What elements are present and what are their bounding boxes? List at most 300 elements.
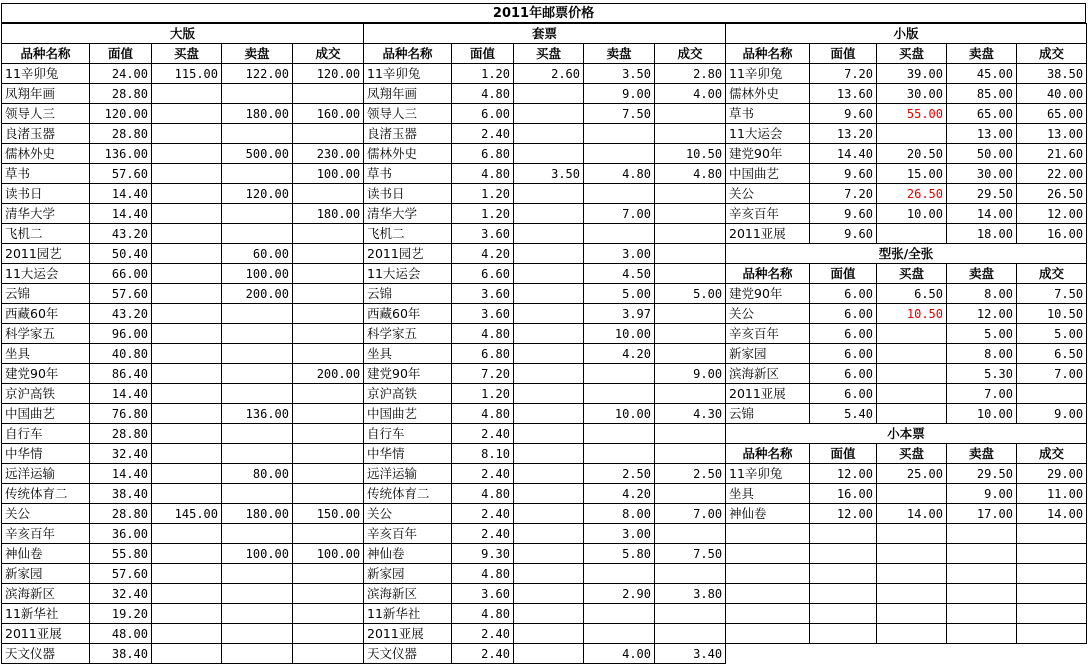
table-row xyxy=(726,384,1087,404)
price-cell: 60.00 xyxy=(222,244,293,264)
table-row xyxy=(364,484,726,504)
table-row xyxy=(726,304,1087,324)
price-cell xyxy=(152,404,222,424)
price-cell xyxy=(152,444,222,464)
variety-name-cell: 良渚玉器 xyxy=(364,124,452,144)
price-cell xyxy=(655,484,726,504)
price-cell xyxy=(222,444,293,464)
table-row xyxy=(364,464,726,484)
price-cell: 500.00 xyxy=(222,144,293,164)
price-cell xyxy=(222,624,293,644)
price-cell: 14.00 xyxy=(877,504,947,524)
price-cell xyxy=(222,164,293,184)
table-row xyxy=(364,524,726,544)
variety-name-cell: 西藏60年 xyxy=(2,304,90,324)
price-cell: 13.00 xyxy=(1017,124,1087,144)
price-cell xyxy=(514,544,584,564)
price-cell xyxy=(514,224,584,244)
column-header: 品种名称 xyxy=(726,444,810,464)
empty-cell xyxy=(726,624,810,644)
price-cell xyxy=(655,424,726,444)
column-header: 面值 xyxy=(452,44,514,64)
table-row xyxy=(2,564,364,584)
table-row xyxy=(364,404,726,424)
column-header: 品种名称 xyxy=(726,44,810,64)
price-cell: 12.00 xyxy=(1017,204,1087,224)
price-cell: 10.50 xyxy=(1017,304,1087,324)
price-cell: 80.00 xyxy=(222,464,293,484)
variety-name-cell: 11大运会 xyxy=(726,124,810,144)
price-cell xyxy=(152,484,222,504)
price-cell: 3.60 xyxy=(452,224,514,244)
price-cell xyxy=(293,324,364,344)
table-row xyxy=(364,544,726,564)
right-tables xyxy=(725,23,1087,644)
price-cell xyxy=(152,304,222,324)
section-title: 小版 xyxy=(726,24,1087,44)
variety-name-cell: 11新华社 xyxy=(2,604,90,624)
empty-row xyxy=(726,544,1087,564)
price-cell xyxy=(584,144,655,164)
price-cell: 2.40 xyxy=(452,504,514,524)
empty-cell xyxy=(810,564,877,584)
empty-cell xyxy=(947,544,1017,564)
table-row xyxy=(2,164,364,184)
price-cell: 45.00 xyxy=(947,64,1017,84)
table-row xyxy=(364,304,726,324)
price-cell xyxy=(514,504,584,524)
price-cell: 40.80 xyxy=(90,344,152,364)
price-cell: 29.00 xyxy=(1017,464,1087,484)
variety-name-cell: 中国曲艺 xyxy=(364,404,452,424)
variety-name-cell: 草书 xyxy=(364,164,452,184)
price-cell xyxy=(514,384,584,404)
price-cell: 122.00 xyxy=(222,64,293,84)
price-cell xyxy=(293,424,364,444)
table-row xyxy=(2,364,364,384)
table-row xyxy=(2,244,364,264)
price-cell: 6.00 xyxy=(810,304,877,324)
price-cell xyxy=(1017,384,1087,404)
column-header: 成交 xyxy=(1017,264,1087,284)
price-cell: 9.60 xyxy=(810,224,877,244)
price-cell: 20.50 xyxy=(877,144,947,164)
price-cell xyxy=(514,424,584,444)
price-cell: 50.40 xyxy=(90,244,152,264)
price-cell xyxy=(293,344,364,364)
column-header: 品种名称 xyxy=(2,44,90,64)
section-header-row xyxy=(726,424,1087,444)
price-cell xyxy=(293,244,364,264)
section-header-row xyxy=(364,24,726,44)
empty-cell xyxy=(810,604,877,624)
table-row xyxy=(726,484,1087,504)
price-cell: 40.00 xyxy=(1017,84,1087,104)
variety-name-cell: 传统体育二 xyxy=(364,484,452,504)
variety-name-cell: 坐具 xyxy=(2,344,90,364)
price-cell: 3.00 xyxy=(584,524,655,544)
price-cell: 5.30 xyxy=(947,364,1017,384)
variety-name-cell: 飞机二 xyxy=(2,224,90,244)
column-header: 成交 xyxy=(655,44,726,64)
price-cell: 100.00 xyxy=(293,164,364,184)
table-row xyxy=(2,524,364,544)
price-cell xyxy=(222,364,293,384)
price-cell: 6.00 xyxy=(810,284,877,304)
variety-name-cell: 凤翔年画 xyxy=(2,84,90,104)
table-row xyxy=(364,184,726,204)
price-cell xyxy=(152,544,222,564)
variety-name-cell: 西藏60年 xyxy=(364,304,452,324)
table-row xyxy=(364,424,726,444)
variety-name-cell: 2011亚展 xyxy=(726,224,810,244)
price-cell: 5.00 xyxy=(947,324,1017,344)
variety-name-cell: 关公 xyxy=(2,504,90,524)
table-row xyxy=(364,384,726,404)
variety-name-cell: 中国曲艺 xyxy=(726,164,810,184)
price-cell xyxy=(514,204,584,224)
column-header: 买盘 xyxy=(877,264,947,284)
empty-cell xyxy=(877,564,947,584)
price-cell: 65.00 xyxy=(947,104,1017,124)
price-cell xyxy=(877,344,947,364)
table-row xyxy=(2,304,364,324)
variety-name-cell: 飞机二 xyxy=(364,224,452,244)
price-cell xyxy=(514,124,584,144)
price-cell xyxy=(514,264,584,284)
empty-cell xyxy=(1017,524,1087,544)
price-cell xyxy=(293,464,364,484)
table-row xyxy=(2,544,364,564)
price-cell xyxy=(514,244,584,264)
price-cell: 30.00 xyxy=(877,84,947,104)
table-row xyxy=(726,364,1087,384)
table-row xyxy=(364,624,726,644)
variety-name-cell: 11辛卯兔 xyxy=(364,64,452,84)
price-cell: 6.80 xyxy=(452,344,514,364)
table-row xyxy=(364,444,726,464)
price-cell: 57.60 xyxy=(90,164,152,184)
empty-cell xyxy=(947,564,1017,584)
price-cell: 7.00 xyxy=(947,384,1017,404)
price-cell xyxy=(293,304,364,324)
table-row xyxy=(364,284,726,304)
table-row xyxy=(2,204,364,224)
column-header-row xyxy=(726,444,1087,464)
price-cell xyxy=(222,524,293,544)
price-cell: 9.60 xyxy=(810,104,877,124)
price-cell: 180.00 xyxy=(222,104,293,124)
price-cell: 6.50 xyxy=(877,284,947,304)
price-cell xyxy=(152,344,222,364)
price-cell: 13.20 xyxy=(810,124,877,144)
price-cell: 7.20 xyxy=(810,184,877,204)
price-cell: 28.80 xyxy=(90,84,152,104)
section-header-row xyxy=(726,244,1087,264)
price-cell: 12.00 xyxy=(810,464,877,484)
price-cell: 9.00 xyxy=(655,364,726,384)
column-header-row xyxy=(726,264,1087,284)
price-cell xyxy=(514,184,584,204)
price-cell: 25.00 xyxy=(877,464,947,484)
price-cell xyxy=(655,564,726,584)
price-cell: 120.00 xyxy=(90,104,152,124)
variety-name-cell: 领导人三 xyxy=(2,104,90,124)
price-cell: 10.50 xyxy=(877,304,947,324)
price-cell: 14.00 xyxy=(947,204,1017,224)
price-cell: 1.20 xyxy=(452,384,514,404)
variety-name-cell: 辛亥百年 xyxy=(2,524,90,544)
price-cell xyxy=(152,604,222,624)
price-cell: 4.80 xyxy=(452,84,514,104)
price-cell xyxy=(655,384,726,404)
variety-name-cell: 儒林外史 xyxy=(364,144,452,164)
variety-name-cell: 建党90年 xyxy=(364,364,452,384)
price-cell: 3.50 xyxy=(514,164,584,184)
price-cell xyxy=(293,444,364,464)
price-cell: 160.00 xyxy=(293,104,364,124)
price-cell xyxy=(655,104,726,124)
price-cell xyxy=(222,564,293,584)
empty-cell xyxy=(726,524,810,544)
price-cell: 3.60 xyxy=(452,284,514,304)
big-sheet-table xyxy=(1,23,364,664)
price-cell: 2.40 xyxy=(452,524,514,544)
empty-cell xyxy=(810,624,877,644)
price-cell: 14.00 xyxy=(1017,504,1087,524)
variety-name-cell: 云锦 xyxy=(726,404,810,424)
price-cell: 7.20 xyxy=(452,364,514,384)
price-cell xyxy=(293,624,364,644)
price-cell: 14.40 xyxy=(810,144,877,164)
table-row xyxy=(364,504,726,524)
price-cell: 200.00 xyxy=(293,364,364,384)
price-cell: 21.60 xyxy=(1017,144,1087,164)
price-cell xyxy=(584,564,655,584)
price-cell xyxy=(152,584,222,604)
price-cell xyxy=(514,524,584,544)
price-cell: 7.50 xyxy=(1017,284,1087,304)
variety-name-cell: 建党90年 xyxy=(726,284,810,304)
price-cell: 230.00 xyxy=(293,144,364,164)
price-cell: 76.80 xyxy=(90,404,152,424)
empty-cell xyxy=(726,584,810,604)
price-cell: 10.50 xyxy=(655,144,726,164)
price-cell: 2.40 xyxy=(452,424,514,444)
variety-name-cell: 滨海新区 xyxy=(364,584,452,604)
column-header: 卖盘 xyxy=(584,44,655,64)
table-row xyxy=(364,244,726,264)
price-cell xyxy=(655,344,726,364)
price-cell xyxy=(584,424,655,444)
price-cell: 3.60 xyxy=(452,304,514,324)
price-cell: 11.00 xyxy=(1017,484,1087,504)
table-row xyxy=(726,164,1087,184)
table-row xyxy=(364,584,726,604)
price-cell xyxy=(293,644,364,664)
empty-cell xyxy=(810,544,877,564)
table-row xyxy=(2,184,364,204)
price-cell: 12.00 xyxy=(810,504,877,524)
column-header: 品种名称 xyxy=(364,44,452,64)
table-row xyxy=(364,344,726,364)
price-cell: 5.00 xyxy=(655,284,726,304)
price-cell: 9.30 xyxy=(452,544,514,564)
price-cell xyxy=(877,384,947,404)
price-cell xyxy=(514,484,584,504)
empty-cell xyxy=(947,624,1017,644)
table-row xyxy=(2,384,364,404)
price-cell xyxy=(152,464,222,484)
price-cell: 120.00 xyxy=(293,64,364,84)
empty-cell xyxy=(877,524,947,544)
variety-name-cell: 坐具 xyxy=(364,344,452,364)
price-cell: 2.50 xyxy=(655,464,726,484)
price-cell xyxy=(514,584,584,604)
table-row xyxy=(364,264,726,284)
price-cell: 4.20 xyxy=(584,484,655,504)
price-cell xyxy=(293,404,364,424)
table-row xyxy=(726,404,1087,424)
price-cell: 3.60 xyxy=(452,584,514,604)
price-cell xyxy=(222,344,293,364)
variety-name-cell: 远洋运输 xyxy=(2,464,90,484)
price-cell xyxy=(514,444,584,464)
column-header: 面值 xyxy=(810,264,877,284)
variety-name-cell: 清华大学 xyxy=(2,204,90,224)
price-cell: 16.00 xyxy=(1017,224,1087,244)
section-title: 套票 xyxy=(364,24,726,44)
price-cell: 32.40 xyxy=(90,444,152,464)
price-cell xyxy=(655,604,726,624)
price-cell: 1.20 xyxy=(452,64,514,84)
price-cell: 18.00 xyxy=(947,224,1017,244)
table-row xyxy=(2,84,364,104)
price-cell: 4.80 xyxy=(655,164,726,184)
empty-cell xyxy=(877,544,947,564)
empty-row xyxy=(726,624,1087,644)
column-header: 卖盘 xyxy=(947,44,1017,64)
empty-cell xyxy=(1017,564,1087,584)
price-cell xyxy=(514,304,584,324)
variety-name-cell: 凤翔年画 xyxy=(364,84,452,104)
variety-name-cell: 科学家五 xyxy=(2,324,90,344)
price-cell: 7.50 xyxy=(655,544,726,564)
price-cell xyxy=(222,584,293,604)
price-cell xyxy=(514,464,584,484)
empty-cell xyxy=(726,564,810,584)
price-cell: 10.00 xyxy=(947,404,1017,424)
price-cell xyxy=(655,304,726,324)
price-cell: 19.20 xyxy=(90,604,152,624)
price-cell xyxy=(222,384,293,404)
price-cell: 10.00 xyxy=(877,204,947,224)
price-cell: 57.60 xyxy=(90,564,152,584)
price-cell xyxy=(655,264,726,284)
price-cell xyxy=(293,564,364,584)
price-cell: 3.97 xyxy=(584,304,655,324)
table-row xyxy=(2,444,364,464)
price-cell xyxy=(877,124,947,144)
price-cell: 4.80 xyxy=(452,404,514,424)
table-row xyxy=(364,564,726,584)
price-cell xyxy=(293,184,364,204)
variety-name-cell: 2011亚展 xyxy=(726,384,810,404)
price-cell: 14.40 xyxy=(90,384,152,404)
price-cell xyxy=(152,364,222,384)
table-row xyxy=(2,324,364,344)
price-cell: 55.00 xyxy=(877,104,947,124)
price-cell xyxy=(152,564,222,584)
price-cell xyxy=(222,84,293,104)
variety-name-cell: 建党90年 xyxy=(726,144,810,164)
price-cell: 6.00 xyxy=(452,104,514,124)
price-cell: 1.20 xyxy=(452,184,514,204)
price-cell: 180.00 xyxy=(293,204,364,224)
price-cell xyxy=(514,324,584,344)
price-cell: 4.80 xyxy=(452,324,514,344)
price-cell: 200.00 xyxy=(222,284,293,304)
price-cell: 2.40 xyxy=(452,124,514,144)
price-cell xyxy=(655,224,726,244)
price-cell: 5.80 xyxy=(584,544,655,564)
variety-name-cell: 天文仪器 xyxy=(2,644,90,664)
price-cell xyxy=(152,424,222,444)
table-row xyxy=(2,484,364,504)
price-cell: 136.00 xyxy=(90,144,152,164)
price-cell: 136.00 xyxy=(222,404,293,424)
variety-name-cell: 天文仪器 xyxy=(364,644,452,664)
empty-cell xyxy=(947,604,1017,624)
price-cell xyxy=(293,224,364,244)
variety-name-cell: 自行车 xyxy=(364,424,452,444)
table-row xyxy=(2,224,364,244)
price-cell xyxy=(152,524,222,544)
variety-name-cell: 京沪高铁 xyxy=(2,384,90,404)
price-cell xyxy=(877,224,947,244)
price-cell xyxy=(293,584,364,604)
price-cell: 3.80 xyxy=(655,584,726,604)
column-header: 卖盘 xyxy=(947,444,1017,464)
column-header: 买盘 xyxy=(152,44,222,64)
price-cell: 8.00 xyxy=(584,504,655,524)
section-title: 型张/全张 xyxy=(726,244,1087,264)
variety-name-cell: 中华情 xyxy=(364,444,452,464)
price-cell xyxy=(152,124,222,144)
table-row xyxy=(726,64,1087,84)
price-cell xyxy=(655,124,726,144)
section-title: 小本票 xyxy=(726,424,1087,444)
table-row xyxy=(364,644,726,664)
price-cell: 7.00 xyxy=(584,204,655,224)
table-row xyxy=(364,204,726,224)
price-cell xyxy=(152,324,222,344)
price-cell: 16.00 xyxy=(810,484,877,504)
price-cell: 29.50 xyxy=(947,184,1017,204)
variety-name-cell: 领导人三 xyxy=(364,104,452,124)
price-cell: 4.20 xyxy=(452,244,514,264)
price-cell: 100.00 xyxy=(293,544,364,564)
section-title: 大版 xyxy=(2,24,364,44)
price-cell xyxy=(514,344,584,364)
price-cell xyxy=(514,644,584,664)
table-row xyxy=(726,104,1087,124)
price-cell: 2.80 xyxy=(655,64,726,84)
variety-name-cell: 读书日 xyxy=(364,184,452,204)
table-row xyxy=(2,624,364,644)
price-cell: 4.80 xyxy=(452,604,514,624)
table-row xyxy=(364,124,726,144)
